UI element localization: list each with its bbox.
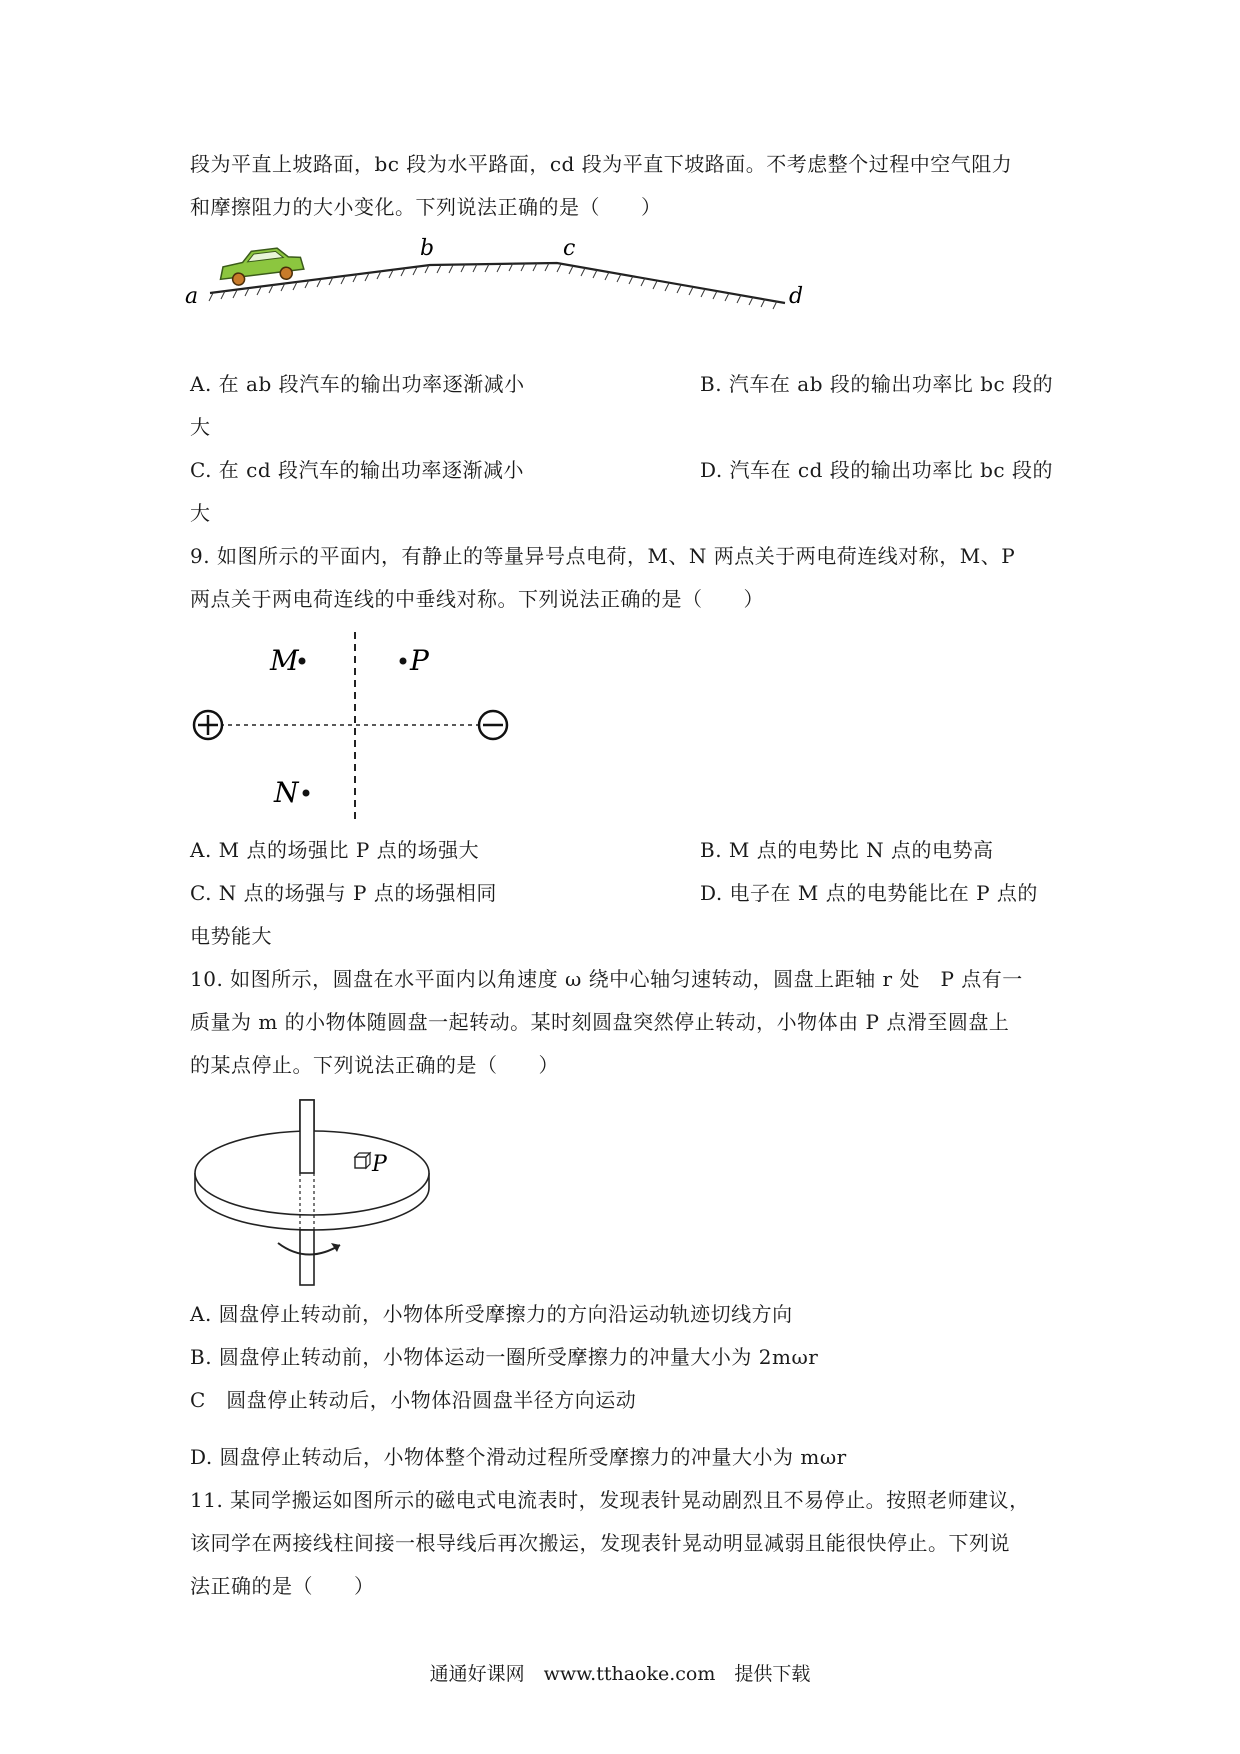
q9-stem-line-2: 两点关于两电荷连线的中垂线对称。下列说法正确的是（ ） <box>190 587 764 611</box>
q9-option-a: A. M 点的场强比 P 点的场强大 <box>190 838 480 862</box>
q10-option-c: C 圆盘停止转动后，小物体沿圆盘半径方向运动 <box>190 1388 637 1412</box>
q10-stem-line-1: 10. 如图所示，圆盘在水平面内以角速度 ω 绕中心轴匀速转动，圆盘上距轴 r 处 P 点有一 <box>190 967 1023 991</box>
car-icon <box>218 245 305 287</box>
label-p: P <box>372 1152 387 1177</box>
q8-option-d: D. 汽车在 cd 段的输出功率比 bc 段的 <box>700 458 1053 482</box>
q8-stem-line-2: 和摩擦阻力的大小变化。下列说法正确的是（ ） <box>190 195 662 219</box>
q10-disk-figure <box>190 1095 440 1290</box>
q10-option-a: A. 圆盘停止转动前，小物体所受摩擦力的方向沿运动轨迹切线方向 <box>190 1302 793 1326</box>
q9-option-d: D. 电子在 M 点的电势能比在 P 点的 <box>700 881 1038 905</box>
q10-option-b: B. 圆盘停止转动前，小物体运动一圈所受摩擦力的冲量大小为 2mωr <box>190 1345 819 1369</box>
positive-charge-icon <box>194 711 222 739</box>
q8-option-c: C. 在 cd 段汽车的输出功率逐渐减小 <box>190 458 525 482</box>
q11-stem-line-1: 11. 某同学搬运如图所示的磁电式电流表时，发现表针晃动剧烈且不易停止。按照老师建议， <box>190 1488 1030 1512</box>
q10-option-d: D. 圆盘停止转动后，小物体整个滑动过程所受摩擦力的冲量大小为 mωr <box>190 1445 847 1469</box>
label-n: N <box>274 776 299 809</box>
label-d: d <box>789 284 804 309</box>
q9-option-b: B. M 点的电势比 N 点的电势高 <box>700 838 994 862</box>
label-a: a <box>185 284 199 309</box>
label-m: M <box>270 644 299 677</box>
q9-stem-line-1: 9. 如图所示的平面内，有静止的等量异号点电荷，M、N 两点关于两电荷连线对称，M、P <box>190 544 1016 568</box>
q8-option-b: B. 汽车在 ab 段的输出功率比 bc 段的 <box>700 372 1054 396</box>
q9-option-c: C. N 点的场强与 P 点的场强相同 <box>190 881 497 905</box>
q8-stem-line-1: 段为平直上坡路面，bc 段为水平路面，cd 段为平直下坡路面。不考虑整个过程中空气阻力 <box>190 152 1013 176</box>
page-footer: 通通好课网 www.tthaoke.com 提供下载 <box>429 1663 811 1685</box>
negative-charge-icon <box>479 711 507 739</box>
q8-option-a: A. 在 ab 段汽车的输出功率逐渐减小 <box>190 372 525 396</box>
q11-stem-line-2: 该同学在两接线柱间接一根导线后再次搬运，发现表针晃动明显减弱且能很快停止。下列说 <box>190 1531 1010 1555</box>
label-p: P <box>410 644 429 677</box>
label-b: b <box>420 236 435 261</box>
block-icon <box>355 1153 370 1168</box>
q8-option-b-continued: 大 <box>190 415 211 439</box>
q10-stem-line-3: 的某点停止。下列说法正确的是（ ） <box>190 1053 559 1077</box>
label-c: c <box>563 236 576 261</box>
q11-stem-line-3: 法正确的是（ ） <box>190 1574 375 1598</box>
q9-option-d-continued: 电势能大 <box>190 924 272 948</box>
q8-road-figure <box>185 235 805 310</box>
q9-charge-figure <box>190 630 530 825</box>
q8-option-d-continued: 大 <box>190 501 211 525</box>
q10-stem-line-2: 质量为 m 的小物体随圆盘一起转动。某时刻圆盘突然停止转动，小物体由 P 点滑至圆盘上 <box>190 1010 1010 1034</box>
